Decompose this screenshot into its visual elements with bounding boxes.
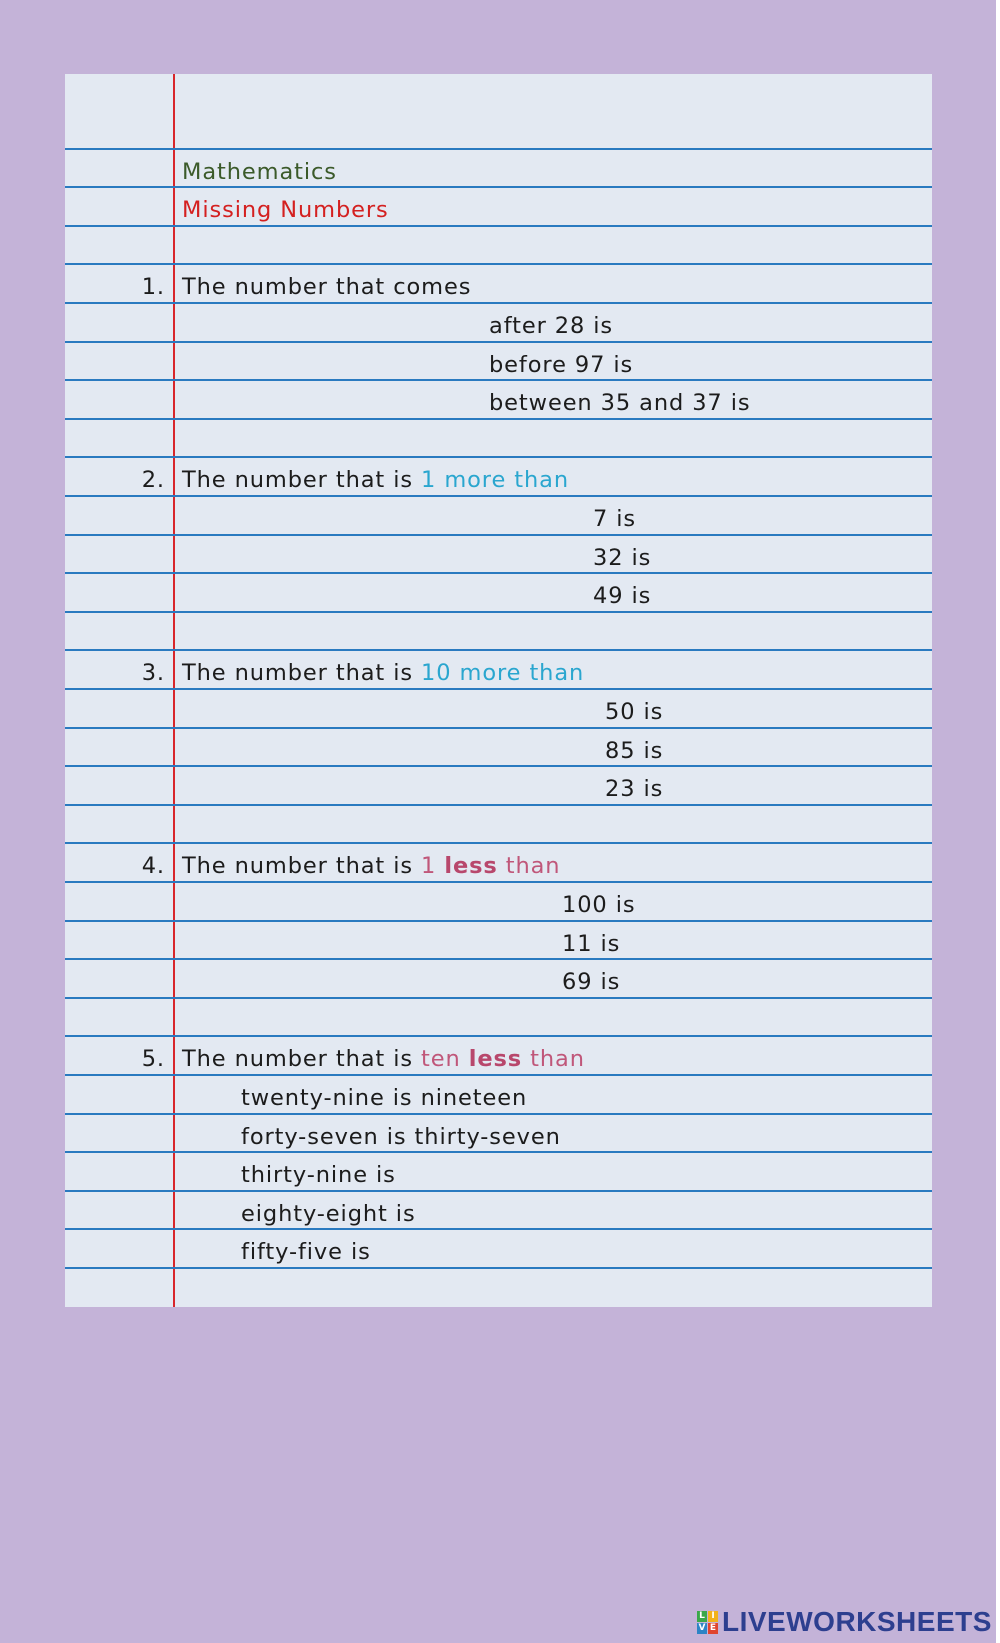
answer-row: [65, 381, 932, 420]
prompt-keyword-bold: less: [468, 1046, 523, 1073]
question-item: 49 is: [593, 583, 652, 610]
question-1-row: [65, 265, 932, 304]
ruled-line: [65, 806, 932, 845]
question-item: 7 is: [593, 506, 637, 533]
ruled-line: [65, 613, 932, 652]
answer-row: [65, 343, 932, 382]
answer-row: [65, 1230, 932, 1269]
question-item: between 35 and 37 is: [489, 390, 751, 417]
question-number: 5.: [141, 1046, 165, 1073]
question-item: 23 is: [605, 776, 664, 803]
question-3-row: [65, 651, 932, 690]
ruled-line: [65, 111, 932, 150]
logo-letter: L: [697, 1611, 707, 1622]
answer-row: [65, 922, 932, 961]
question-prompt: [182, 1048, 585, 1071]
question-item: after 28 is: [489, 313, 614, 340]
logo-icon: [697, 1611, 718, 1634]
prompt-text: The number that is: [182, 1046, 422, 1073]
question-item: fifty-five is: [241, 1239, 371, 1266]
question-item: 69 is: [562, 969, 621, 996]
answer-row: [65, 960, 932, 999]
ruled-line: [65, 999, 932, 1038]
answer-row: [65, 729, 932, 768]
prompt-keyword: 1: [421, 853, 445, 880]
question-item: 100 is: [562, 892, 636, 919]
prompt-text: The number that is: [182, 660, 422, 687]
question-item: 85 is: [605, 737, 664, 764]
answer-row: [65, 536, 932, 575]
question-item: before 97 is: [489, 351, 634, 378]
liveworksheets-logo[interactable]: [697, 1607, 992, 1637]
question-number: 1.: [141, 274, 165, 301]
question-item: 11 is: [562, 930, 621, 957]
ruled-line: [65, 227, 932, 266]
question-item: eighty-eight is: [241, 1200, 416, 1227]
answer-row: [65, 690, 932, 729]
prompt-keyword: 10 more than: [421, 660, 585, 687]
answer-row: [65, 1115, 932, 1154]
notebook-paper: [65, 74, 932, 1307]
prompt-keyword: ten: [421, 1046, 469, 1073]
question-number: 2.: [141, 467, 165, 494]
question-item: 50 is: [605, 699, 664, 726]
answer-row: [65, 1153, 932, 1192]
prompt-text: The number that is: [182, 467, 422, 494]
answer-row: [65, 1076, 932, 1115]
question-item: thirty-nine is: [241, 1162, 396, 1189]
ruled-line: [65, 188, 932, 227]
answer-row: [65, 574, 932, 613]
question-4-row: [65, 844, 932, 883]
answer-row: [65, 497, 932, 536]
subject-label: Mathematics: [182, 158, 337, 185]
question-number: 4.: [141, 853, 165, 880]
logo-wordmark: LIVEWORKSHEETS: [722, 1606, 992, 1637]
answer-row: [65, 883, 932, 922]
question-5-row: [65, 1037, 932, 1076]
page-edge-strip: [996, 0, 1000, 1643]
logo-letter: I: [708, 1611, 718, 1622]
ruled-line: [65, 150, 932, 189]
answer-row: [65, 767, 932, 806]
question-prompt: [182, 855, 560, 878]
ruled-line: [65, 420, 932, 459]
answer-row: [65, 304, 932, 343]
question-prompt: [182, 662, 584, 685]
prompt-text: The number that is: [182, 853, 422, 880]
question-item: 32 is: [593, 544, 652, 571]
question-item: forty-seven is thirty-seven: [241, 1123, 561, 1150]
logo-letter: E: [709, 1622, 717, 1633]
worksheet-title: Missing Numbers: [182, 197, 389, 224]
logo-letter: V: [698, 1622, 706, 1633]
question-prompt: The number that comes: [182, 274, 472, 301]
prompt-keyword: 1 more than: [421, 467, 569, 494]
prompt-keyword: than: [497, 853, 561, 880]
prompt-keyword: than: [522, 1046, 585, 1073]
question-number: 3.: [141, 660, 165, 687]
question-item: twenty-nine is nineteen: [241, 1085, 528, 1112]
question-prompt: [182, 469, 569, 492]
question-2-row: [65, 458, 932, 497]
answer-row: [65, 1192, 932, 1231]
prompt-keyword-bold: less: [444, 853, 498, 880]
